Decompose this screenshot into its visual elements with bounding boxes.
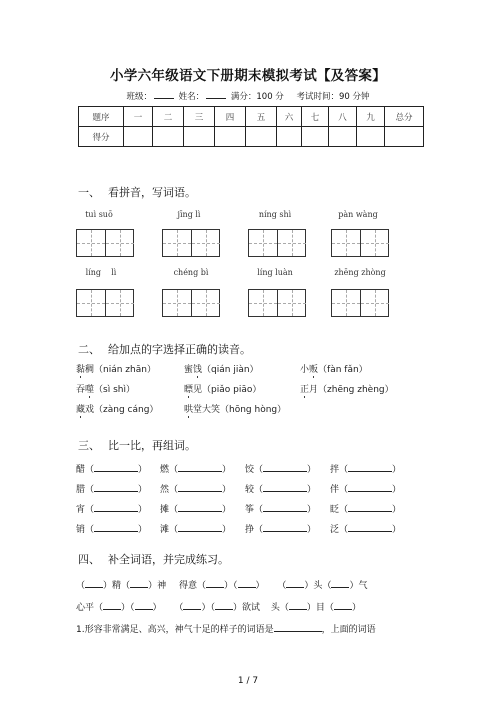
pinyin-label: tuì suō (85, 210, 113, 219)
answer-blank[interactable] (178, 523, 222, 532)
page-title: 小学六年级语文下册期末模拟考试【及答案】 (110, 68, 386, 84)
answer-blank[interactable] (348, 503, 392, 512)
answer-blank[interactable] (94, 463, 138, 472)
compare-word-item (245, 502, 316, 515)
writing-cell[interactable] (191, 290, 220, 316)
compare-char: 醋 (76, 465, 86, 475)
exam-time: 考试时间：90 分钟 (296, 92, 370, 102)
score-cell[interactable] (302, 127, 329, 147)
answer-blank[interactable] (85, 579, 103, 588)
writing-cell[interactable] (77, 290, 105, 316)
writing-box[interactable] (162, 289, 220, 317)
compare-word-item (76, 462, 147, 475)
section-number: 三、 (78, 439, 100, 452)
dotted-char: 正 (300, 385, 310, 395)
section-2-heading (78, 341, 251, 357)
reading-item (184, 382, 261, 395)
close-paren: ） (307, 505, 317, 515)
table-header: 一 (124, 107, 153, 127)
compare-word-item (160, 502, 231, 515)
table-header: 二 (153, 107, 184, 127)
score-header-row (79, 107, 424, 127)
idiom-char: 目 (315, 603, 325, 613)
answer-blank[interactable] (130, 579, 148, 588)
writing-cell[interactable] (191, 230, 220, 256)
pinyin-label: jīng lì (177, 210, 201, 219)
section-4-heading (78, 551, 229, 567)
compare-char: 挣 (245, 525, 255, 535)
writing-cell[interactable] (277, 230, 306, 256)
compare-char: 饺 (245, 465, 255, 475)
score-cell[interactable] (385, 127, 424, 147)
idiom-char: 心平 (76, 603, 95, 613)
answer-blank[interactable] (215, 601, 233, 610)
compare-word-item (330, 522, 401, 535)
open-paren: （ (339, 525, 349, 535)
open-paren: （ (254, 505, 264, 515)
compare-word-item (160, 462, 231, 475)
writing-cell[interactable] (360, 290, 389, 316)
answer-blank[interactable] (94, 483, 138, 492)
pinyin-label: pàn wàng (338, 210, 378, 219)
table-header: 五 (246, 107, 277, 127)
writing-cell[interactable] (77, 230, 105, 256)
open-paren: （ (254, 465, 264, 475)
exam-info (0, 90, 496, 102)
class-label: 班级： (126, 92, 152, 102)
answer-blank[interactable] (263, 503, 307, 512)
idiom-char: 神 (157, 581, 167, 591)
writing-box[interactable] (331, 289, 389, 317)
score-cell[interactable] (153, 127, 184, 147)
writing-cell[interactable] (277, 290, 306, 316)
compare-char: 滩 (160, 525, 170, 535)
close-paren: ） (222, 485, 232, 495)
open-paren: （ (85, 525, 95, 535)
compare-word-item (245, 462, 316, 475)
writing-box[interactable] (248, 289, 306, 317)
answer-blank[interactable] (348, 483, 392, 492)
idiom-line-1: （ ）精（ ）神 得意（ ）（ ） （ ）头（ ）气 (76, 581, 368, 591)
writing-cell[interactable] (360, 230, 389, 256)
reading-item (76, 402, 158, 415)
close-paren: ） (138, 465, 148, 475)
close-paren: ） (392, 505, 402, 515)
reading-item (300, 382, 394, 395)
answer-blank[interactable] (103, 601, 121, 610)
compare-char: 销 (76, 525, 86, 535)
table-header: 九 (357, 107, 385, 127)
reading-item (76, 362, 156, 375)
idiom-char: 得意 (178, 581, 197, 591)
score-table (78, 106, 424, 147)
reading-options: 堂大笑（hōng hòng） (193, 405, 287, 415)
close-paren: ） (222, 525, 232, 535)
open-paren: （ (169, 525, 179, 535)
word-prefix: 小 (300, 365, 310, 375)
idiom-char: 头 (313, 581, 323, 591)
table-header: 六 (277, 107, 302, 127)
pinyin-label: líng lì (85, 268, 117, 277)
compare-char: 伴 (330, 485, 340, 495)
word-prefix: 蜜 (184, 365, 194, 375)
table-row-label: 得分 (79, 127, 124, 147)
open-paren: （ (339, 465, 349, 475)
answer-blank[interactable] (135, 601, 153, 610)
writing-cell[interactable] (332, 290, 360, 316)
compare-word-item (330, 462, 401, 475)
compare-word-item (160, 482, 231, 495)
score-cell[interactable] (184, 127, 215, 147)
table-header: 三 (184, 107, 215, 127)
reading-options: （fàn fǎn） (318, 365, 368, 375)
compare-char: 然 (160, 485, 170, 495)
close-paren: ） (392, 465, 402, 475)
close-paren: ） (222, 505, 232, 515)
section-title: 补全词语，并完成练习。 (108, 553, 229, 566)
answer-blank[interactable] (331, 579, 349, 588)
section-number: 一、 (78, 186, 100, 199)
idiom-line-2: 心平（ ）（ ） （ ）（ ）欲试 头（ ）目（ ） (76, 603, 361, 613)
answer-blank[interactable] (183, 601, 201, 610)
answer-blank[interactable] (178, 483, 222, 492)
open-paren: （ (254, 525, 264, 535)
writing-box[interactable] (76, 289, 134, 317)
question-text: 1.形容非常满足、高兴，神气十足的样子的词语是 (76, 625, 274, 635)
score-cell[interactable] (215, 127, 246, 147)
writing-cell[interactable] (249, 230, 277, 256)
reading-item (184, 402, 286, 415)
dotted-char: 贩 (309, 365, 319, 375)
answer-blank[interactable] (348, 463, 392, 472)
compare-word-item (76, 502, 147, 515)
reading-item (300, 362, 368, 375)
section-1-heading (78, 184, 196, 200)
pinyin-label: níng shì (258, 210, 292, 219)
compare-word-item (160, 522, 231, 535)
dotted-char: 黏 (76, 365, 86, 375)
pinyin-label: zhēng zhòng (334, 268, 386, 277)
idiom-char: 精 (112, 581, 122, 591)
table-header: 七 (302, 107, 329, 127)
reading-options: 见（piǎo piāo） (193, 385, 262, 395)
dotted-char: 哄 (184, 405, 194, 415)
dotted-char: 饯 (193, 365, 203, 375)
name-label: 姓名： (178, 92, 205, 102)
name-blank (206, 91, 226, 99)
open-paren: （ (339, 505, 349, 515)
section-title: 比一比，再组词。 (108, 439, 196, 452)
reading-options: （sì shì） (94, 385, 135, 395)
score-cell[interactable] (277, 127, 302, 147)
full-score: 满分：100 分 (230, 92, 284, 102)
writing-cell[interactable] (249, 290, 277, 316)
close-paren: ） (138, 505, 148, 515)
score-cell[interactable] (329, 127, 357, 147)
answer-blank[interactable] (263, 523, 307, 532)
open-paren: （ (169, 485, 179, 495)
compare-char: 眨 (330, 505, 340, 515)
answer-blank[interactable] (263, 463, 307, 472)
open-paren: （ (85, 485, 95, 495)
reading-item (76, 382, 135, 395)
writing-box[interactable] (248, 229, 306, 257)
writing-box[interactable] (331, 229, 389, 257)
compare-word-item (245, 522, 316, 535)
word-prefix: 吞 (76, 385, 86, 395)
pinyin-label: líng luàn (257, 268, 293, 277)
dotted-char: 瞟 (184, 385, 194, 395)
answer-blank[interactable] (178, 463, 222, 472)
writing-cell[interactable] (332, 230, 360, 256)
page-number: 1 / 7 (237, 676, 259, 686)
reading-options: 稠（nián zhān） (85, 365, 156, 375)
writing-cell[interactable] (163, 230, 191, 256)
answer-blank[interactable] (94, 503, 138, 512)
writing-box[interactable] (162, 229, 220, 257)
close-paren: ） (307, 485, 317, 495)
dotted-char: 藏 (76, 405, 86, 415)
open-paren: （ (254, 485, 264, 495)
close-paren: ） (392, 485, 402, 495)
compare-word-item (245, 482, 316, 495)
close-paren: ） (222, 465, 232, 475)
idiom-char: 欲试 (241, 603, 260, 613)
compare-word-item (76, 522, 147, 535)
close-paren: ） (307, 525, 317, 535)
reading-options: 月（zhēng zhèng） (309, 385, 394, 395)
compare-char: 筝 (245, 505, 255, 515)
answer-blank[interactable] (274, 623, 322, 632)
answer-blank[interactable] (206, 579, 224, 588)
compare-word-item (76, 482, 147, 495)
table-header: 八 (329, 107, 357, 127)
section-title: 看拼音，写词语。 (108, 186, 196, 199)
compare-char: 宵 (76, 505, 86, 515)
compare-char: 较 (245, 485, 255, 495)
compare-char: 摊 (160, 505, 170, 515)
open-paren: （ (169, 465, 179, 475)
section-number: 二、 (78, 343, 100, 356)
close-paren: ） (392, 525, 402, 535)
reading-options: 戏（zàng cáng） (85, 405, 159, 415)
reading-options: （qián jiàn） (202, 365, 259, 375)
answer-blank[interactable] (263, 483, 307, 492)
table-header: 四 (215, 107, 246, 127)
compare-char: 拌 (330, 465, 340, 475)
compare-char: 燃 (160, 465, 170, 475)
open-paren: （ (85, 505, 95, 515)
table-header: 总分 (385, 107, 424, 127)
compare-word-item (330, 482, 401, 495)
writing-box[interactable] (76, 229, 134, 257)
writing-cell[interactable] (105, 290, 134, 316)
answer-blank[interactable] (289, 601, 307, 610)
writing-cell[interactable] (105, 230, 134, 256)
section-3-heading (78, 437, 196, 453)
close-paren: ） (138, 525, 148, 535)
question-1 (76, 622, 376, 635)
compare-char: 泛 (330, 525, 340, 535)
score-value-row (79, 127, 424, 147)
open-paren: （ (339, 485, 349, 495)
class-blank (154, 91, 174, 99)
dotted-char: 噬 (85, 385, 95, 395)
section-title: 给加点的字选择正确的读音。 (108, 343, 251, 356)
idiom-char: 头 (270, 603, 280, 613)
idiom-char: 气 (358, 581, 368, 591)
close-paren: ） (138, 485, 148, 495)
compare-word-item (330, 502, 401, 515)
pinyin-label: chéng bì (173, 268, 209, 277)
answer-blank[interactable] (286, 579, 304, 588)
table-header: 题序 (79, 107, 124, 127)
answer-blank[interactable] (94, 523, 138, 532)
score-cell[interactable] (357, 127, 385, 147)
open-paren: （ (169, 505, 179, 515)
section-number: 四、 (78, 553, 100, 566)
reading-item (184, 362, 259, 375)
answer-blank[interactable] (334, 601, 352, 610)
score-cell[interactable] (124, 127, 153, 147)
question-text-tail: ，上面的词语 (321, 625, 376, 635)
open-paren: （ (85, 465, 95, 475)
answer-blank[interactable] (238, 579, 256, 588)
compare-char: 腊 (76, 485, 86, 495)
close-paren: ） (307, 465, 317, 475)
score-cell[interactable] (246, 127, 277, 147)
answer-blank[interactable] (178, 503, 222, 512)
answer-blank[interactable] (348, 523, 392, 532)
writing-cell[interactable] (163, 290, 191, 316)
